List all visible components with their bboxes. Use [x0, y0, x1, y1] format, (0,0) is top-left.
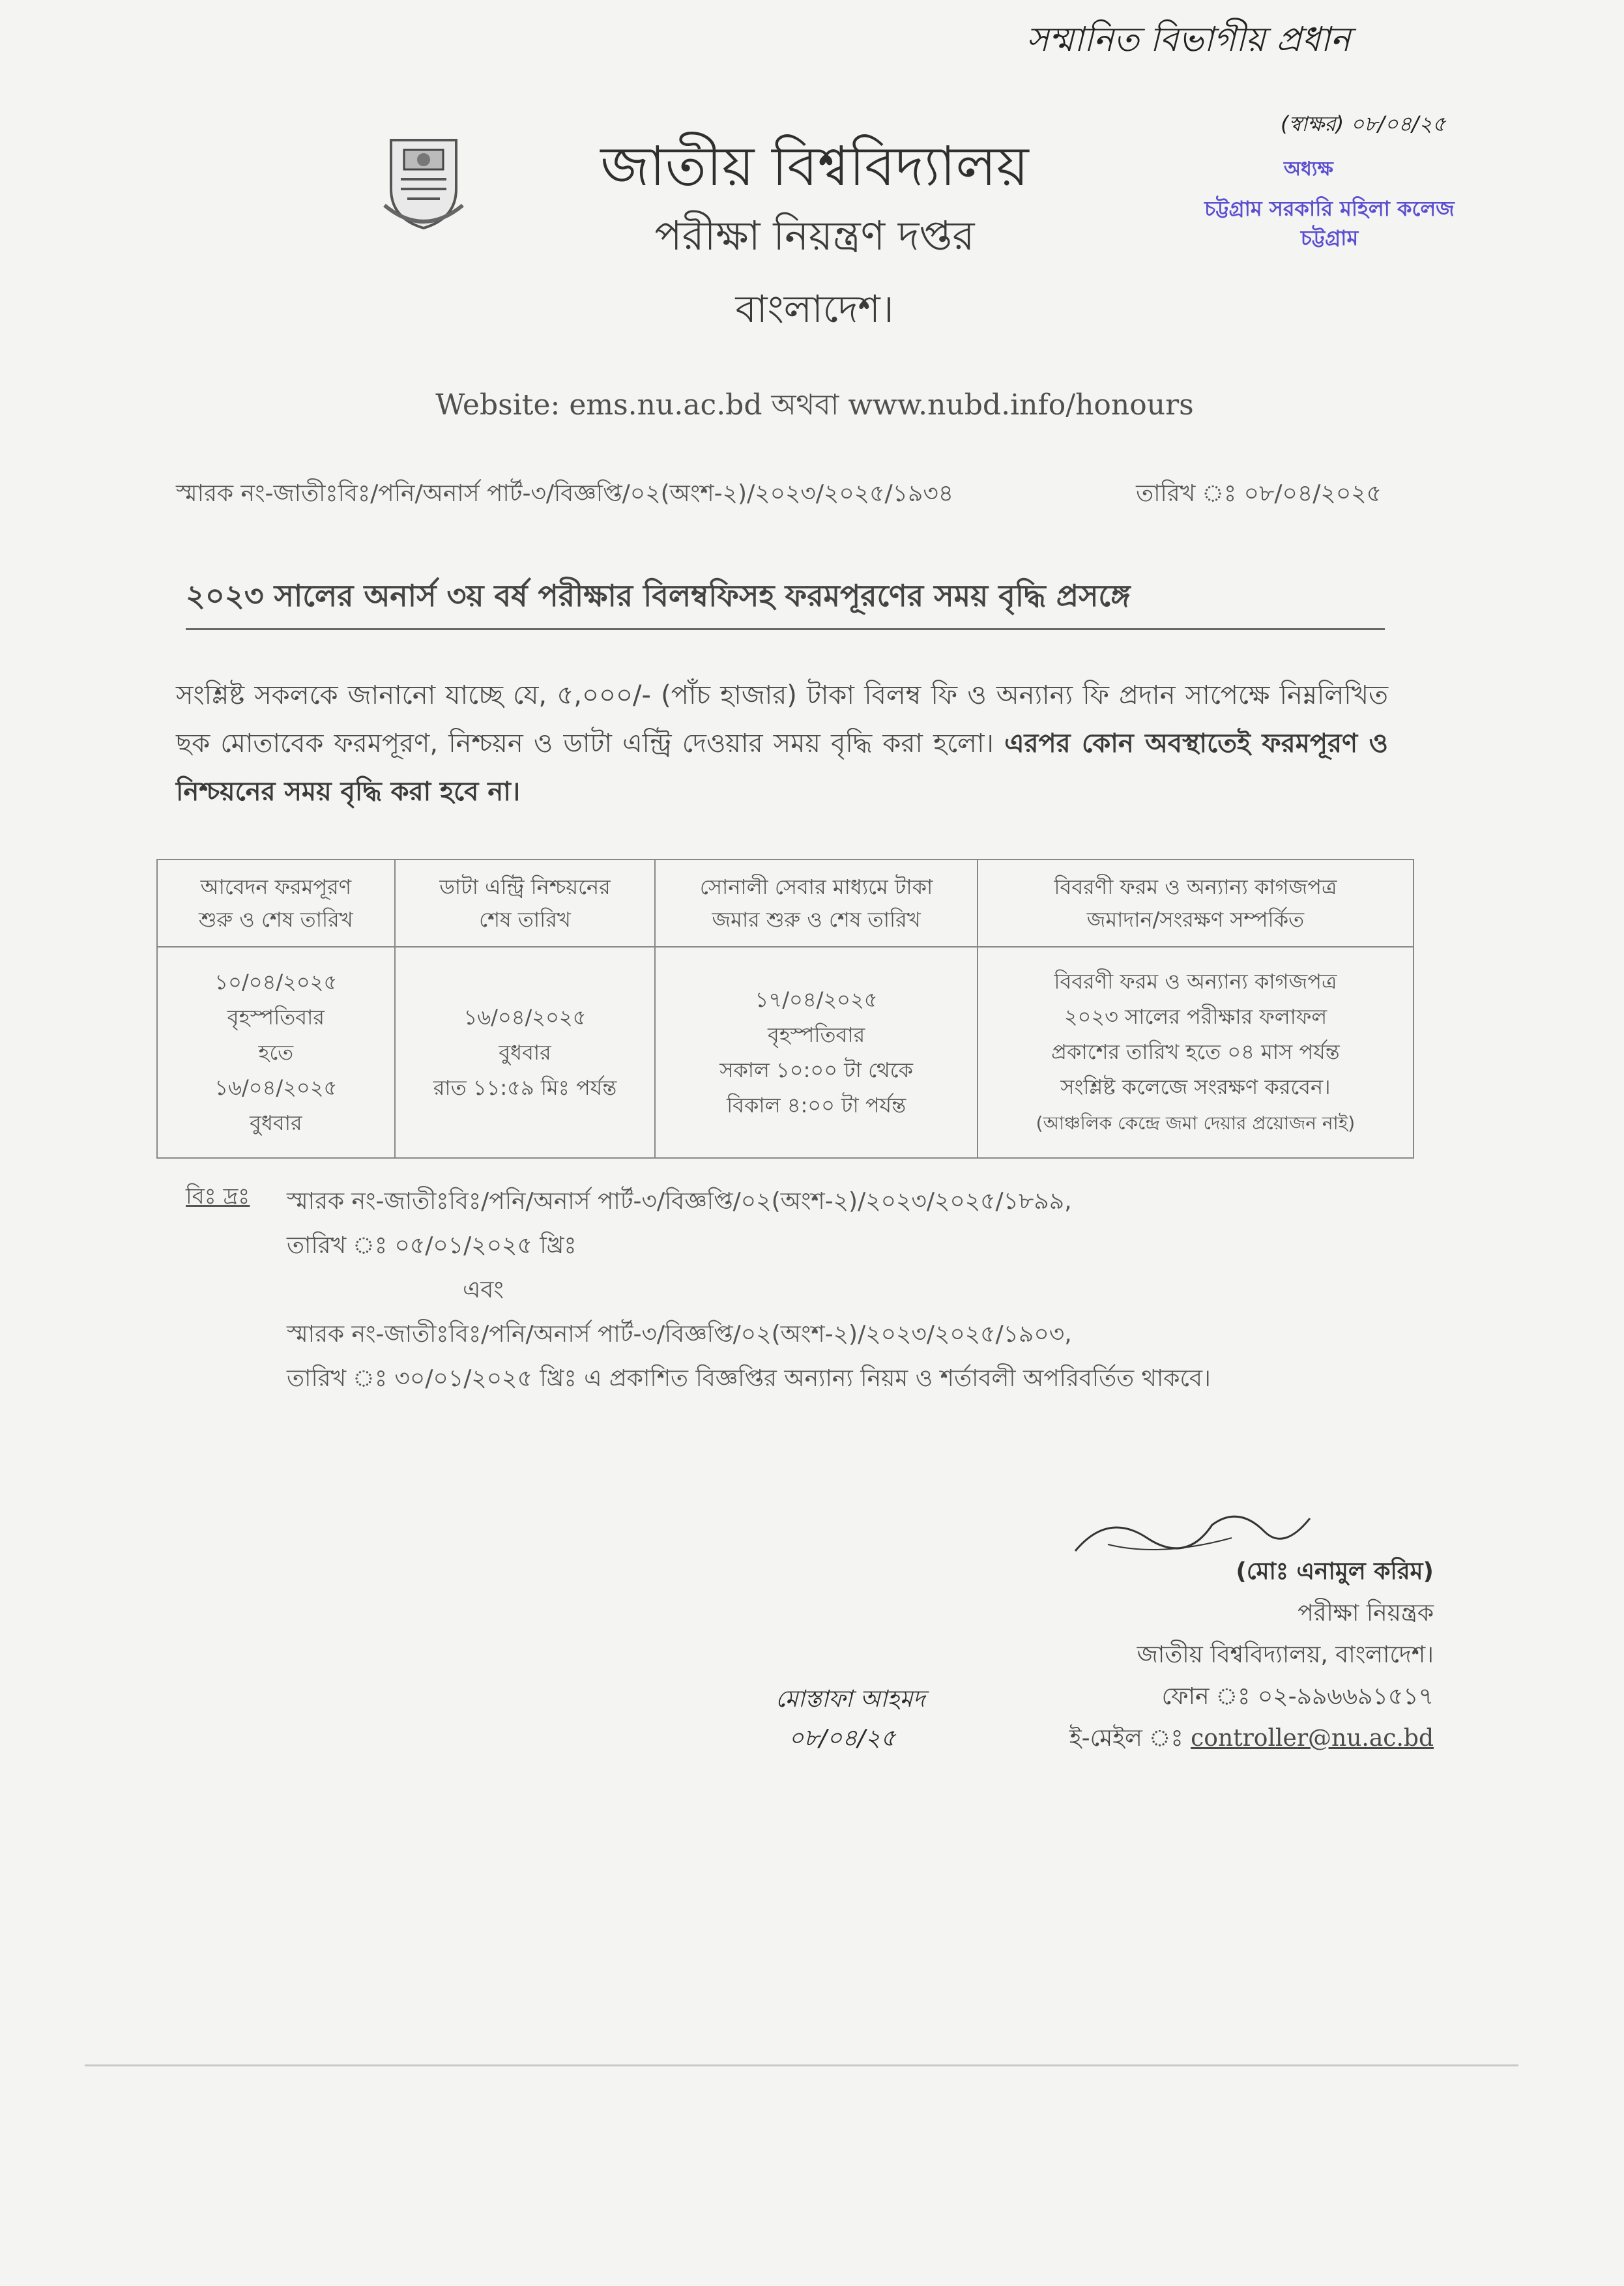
memo-line [176, 476, 1382, 515]
table-header: সোনালী সেবার মাধ্যমে টাকা জমার শুরু ও শেষ তারিখ [655, 860, 978, 947]
reference-block [287, 1179, 1395, 1401]
handwritten-note: সম্মানিত বিভাগীয় প্রধান [1026, 20, 1351, 59]
body-bold-text: এরপর কোন অবস্থাতেই ফরমপূরণ ও নিশ্চয়নের সময় বৃদ্ধি করা হবে না। [176, 729, 1388, 807]
body-text: সংশ্লিষ্ট সকলকে জানানো যাচ্ছে যে, ৫,০০০/- (পাঁচ হাজার) টাকা বিলম্ব ফি ও অন্যান্য ফি প্রদান সাপেক্ষে নিম্নলিখিত ছক মোতাবেক ফরমপূরণ, নিশ্চয়ন ও ডাটা এন্ট্রি দেওয়ার সময় বৃদ্ধি করা হলো। [176, 680, 1388, 759]
reference-line: স্মারক নং-জাতীঃবিঃ/পনি/অনার্স পার্ট-৩/বিজ্ঞপ্তি/০২(অংশ-২)/২০২৩/২০২৫/১৮৯৯, [287, 1188, 1072, 1215]
country-name: বাংলাদেশ। [735, 287, 894, 331]
reference-line: স্মারক নং-জাতীঃবিঃ/পনি/অনার্স পার্ট-৩/বিজ্ঞপ্তি/০২(অংশ-২)/২০২৩/২০২৫/১৯০৩, [287, 1321, 1072, 1348]
principal-title: অধ্যক্ষ [1284, 158, 1333, 181]
notice-body [176, 671, 1388, 816]
controller-name: (মোঃ এনামুল করিম) [1236, 1558, 1434, 1585]
university-logo-icon [381, 127, 466, 231]
table-header: আবেদন ফরমপূরণ শুরু ও শেষ তারিখ [157, 860, 395, 947]
schedule-table [156, 859, 1414, 1159]
principal-signature: (স্বাক্ষর) ০৮/০৪/২৫ [1281, 111, 1446, 136]
college-name: চট্টগ্রাম সরকারি মহিলা কলেজ [1204, 196, 1455, 221]
table-header: বিবরণী ফরম ও অন্যান্য কাগজপত্র জমাদান/সংরক্ষণ সম্পর্কিত [978, 860, 1414, 947]
signature-block [899, 1551, 1434, 1759]
notice-subject: ২০২৩ সালের অনার্স ৩য় বর্ষ পরীক্ষার বিলম্বফিসহ ফরমপূরণের সময় বৃদ্ধি প্রসঙ্গে [186, 573, 1385, 630]
table-header-row [157, 860, 1414, 947]
note-label: বিঃ দ্রঃ [186, 1183, 250, 1209]
table-cell: ১০/০৪/২০২৫ বৃহস্পতিবার হতে ১৬/০৪/২০২৫ বুধবার [157, 947, 395, 1158]
controller-org: জাতীয় বিশ্ববিদ্যালয়, বাংলাদেশ। [1137, 1642, 1434, 1668]
handwritten-initial: মোস্তাফা আহমদ [776, 1686, 925, 1713]
office-name: পরীক্ষা নিয়ন্ত্রণ দপ্তর [654, 212, 975, 259]
controller-phone: ফোন ঃ ০২-৯৯৬৬৯১৫১৭ [1161, 1683, 1434, 1710]
memo-number: স্মারক নং-জাতীঃবিঃ/পনি/অনার্স পার্ট-৩/বিজ্ঞপ্তি/০২(অংশ-২)/২০২৩/২০২৫/১৯৩৪ [176, 480, 954, 507]
footer-divider [85, 2064, 1518, 2066]
university-name: জাতীয় বিশ্ববিদ্যালয় [600, 134, 1029, 198]
table-row [157, 947, 1414, 1158]
controller-title: পরীক্ষা নিয়ন্ত্রক [1298, 1600, 1434, 1627]
handwritten-date: ০৮/০৪/২৫ [789, 1725, 896, 1752]
memo-date: তারিখ ঃ ০৮/০৪/২০২৫ [1136, 480, 1382, 507]
table-cell: ১৭/০৪/২০২৫ বৃহস্পতিবার সকাল ১০:০০ টা থেকে বিকাল ৪:০০ টা পর্যন্ত [655, 947, 978, 1158]
table-cell: ১৬/০৪/২০২৫ বুধবার রাত ১১:৫৯ মিঃ পর্যন্ত [395, 947, 656, 1158]
reference-line: তারিখ ঃ ৩০/০১/২০২৫ খ্রিঃ এ প্রকাশিত বিজ্ঞপ্তির অন্যান্য নিয়ম ও শর্তাবলী অপরিবর্তিত থাকবে। [287, 1365, 1211, 1392]
controller-email-link[interactable]: controller@nu.ac.bd [1191, 1725, 1434, 1752]
college-city: চট্টগ্রাম [1300, 225, 1359, 250]
website-line: Website: ems.nu.ac.bd অথবা www.nubd.info/honours [435, 388, 1194, 422]
email-label: ই-মেইল ঃ [1069, 1725, 1183, 1752]
reference-line: তারিখ ঃ ০৫/০১/২০২৫ খ্রিঃ [287, 1232, 577, 1259]
reference-line: এবং [463, 1277, 504, 1303]
table-cell: বিবরণী ফরম ও অন্যান্য কাগজপত্র ২০২৩ সালের পরীক্ষার ফলাফল প্রকাশের তারিখ হতে ০৪ মাস পর্যন্ত সংশ্লিষ্ট কলেজে সংরক্ষণ করবেন। (আঞ্চলিক কেন্দ্রে জমা দেয়ার প্রয়োজন নাই) [978, 947, 1414, 1158]
table-header: ডাটা এন্ট্রি নিশ্চয়নের শেষ তারিখ [395, 860, 656, 947]
